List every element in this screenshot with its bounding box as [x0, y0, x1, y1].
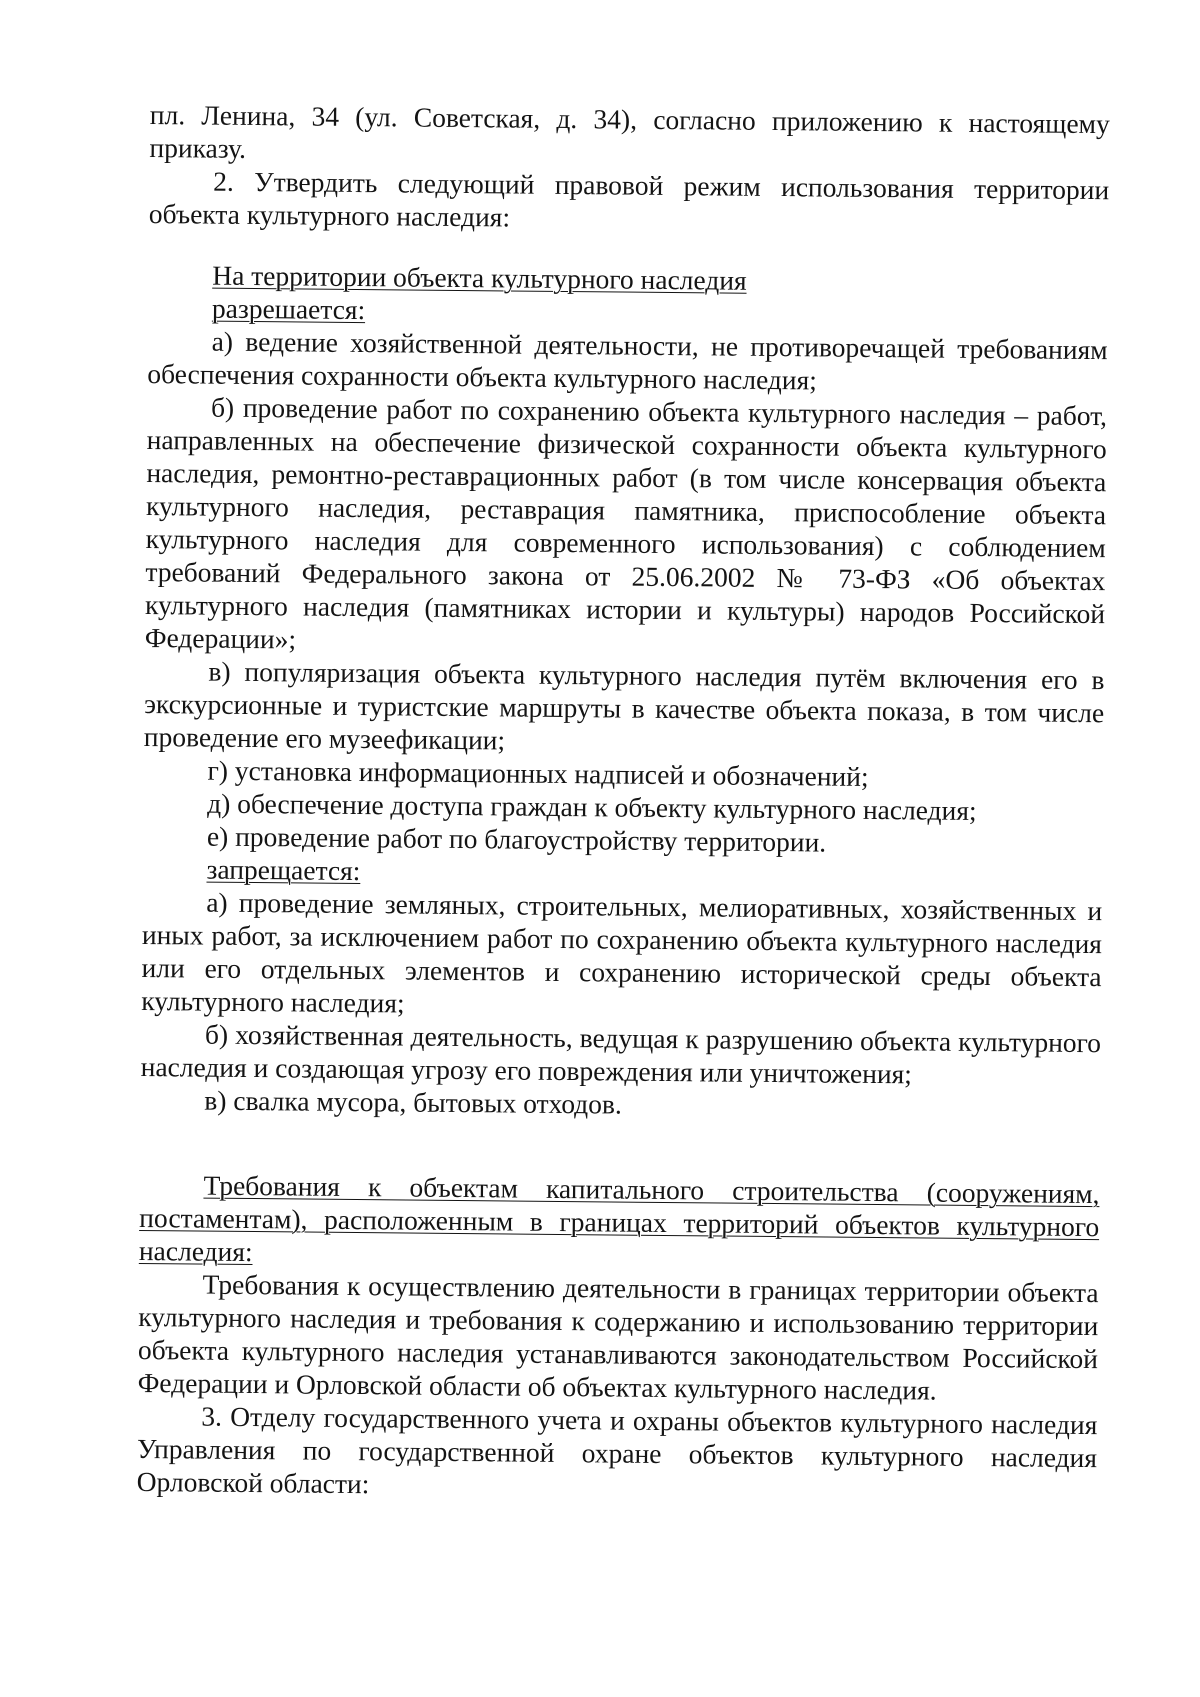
allowed-item-b: б) проведение работ по сохранению объекта культурного наследия – работ, направленных на обеспечение физической сохранности объекта культурного наследия, ремонтно-реставрационных работ (в том числе консервация объекта культурного наследия, реставрация памятника, приспособление объекта культурного наследия для современного использования) с соблюдением требований Федерального закона от 25.06.2002 № 73-ФЗ «Об объектах культурного наследия (памятниках истории и культуры) народов Российской Федерации»; [144, 391, 1108, 655]
paragraph-requirements: Требования к осуществлению деятельности в границах территории объекта культурного наследия и требования к содержанию и использованию территории объекта культурного наследия устанавливаются законодательством Российской Федерации и Орловской области об объектах культурного наследия. [137, 1268, 1099, 1406]
forbidden-item-v: в) свалка мусора, бытовых отходов. [204, 1084, 622, 1120]
heading-territory: На территории объекта культурного наследия [212, 259, 747, 296]
paragraph-3: 3. Отделу государственного учета и охраны объектов культурного наследия Управления по государственной охране объектов культурного наследия Орловской области: [136, 1400, 1098, 1500]
allowed-item-g: г) установка информационных надписей и обозначений; [207, 754, 869, 792]
allowed-item-v: в) популяризация объекта культурного наследия путём включения его в экскурсионные и туристские маршруты в качестве объекта показа, в том числе проведение его музеефикации; [143, 655, 1105, 756]
document-body [137, 98, 1110, 1507]
allowed-item-a: а) ведение хозяйственной деятельности, не противоречащей требованиям обеспечения сохранности объекта культурного наследия; [147, 325, 1108, 396]
forbidden-item-a: а) проведение земляных, строительных, мелиоративных, хозяйственных и иных работ, за исключением работ по сохранению объекта культурного наследия или его отдельных элементов и сохранению исторической среды объекта культурного наследия; [141, 886, 1103, 1019]
allowed-item-e: е) проведение работ по благоустройству территории. [206, 820, 827, 858]
paragraph-intro: пл. Ленина, 34 (ул. Советская, д. 34), согласно приложению к настоящему приказу. [149, 98, 1110, 164]
forbidden-item-b: б) хозяйственная деятельность, ведущая к разрушению объекта культурного наследия и создающая угрозу его повреждения или уничтожения; [140, 1018, 1102, 1090]
heading-requirements: Требования к объектам капитального строительства (сооружениям, постаментам), расположенным в границах территорий объектов культурного наследия: [138, 1169, 1100, 1268]
allowed-item-d: д) обеспечение доступа граждан к объекту культурного наследия; [207, 787, 977, 826]
label-forbidden: запрещается: [206, 853, 361, 887]
paragraph-2: 2. Утвердить следующий правовой режим использования территории объекта культурного наследия: [148, 165, 1110, 233]
label-allowed: разрешается: [211, 292, 366, 326]
